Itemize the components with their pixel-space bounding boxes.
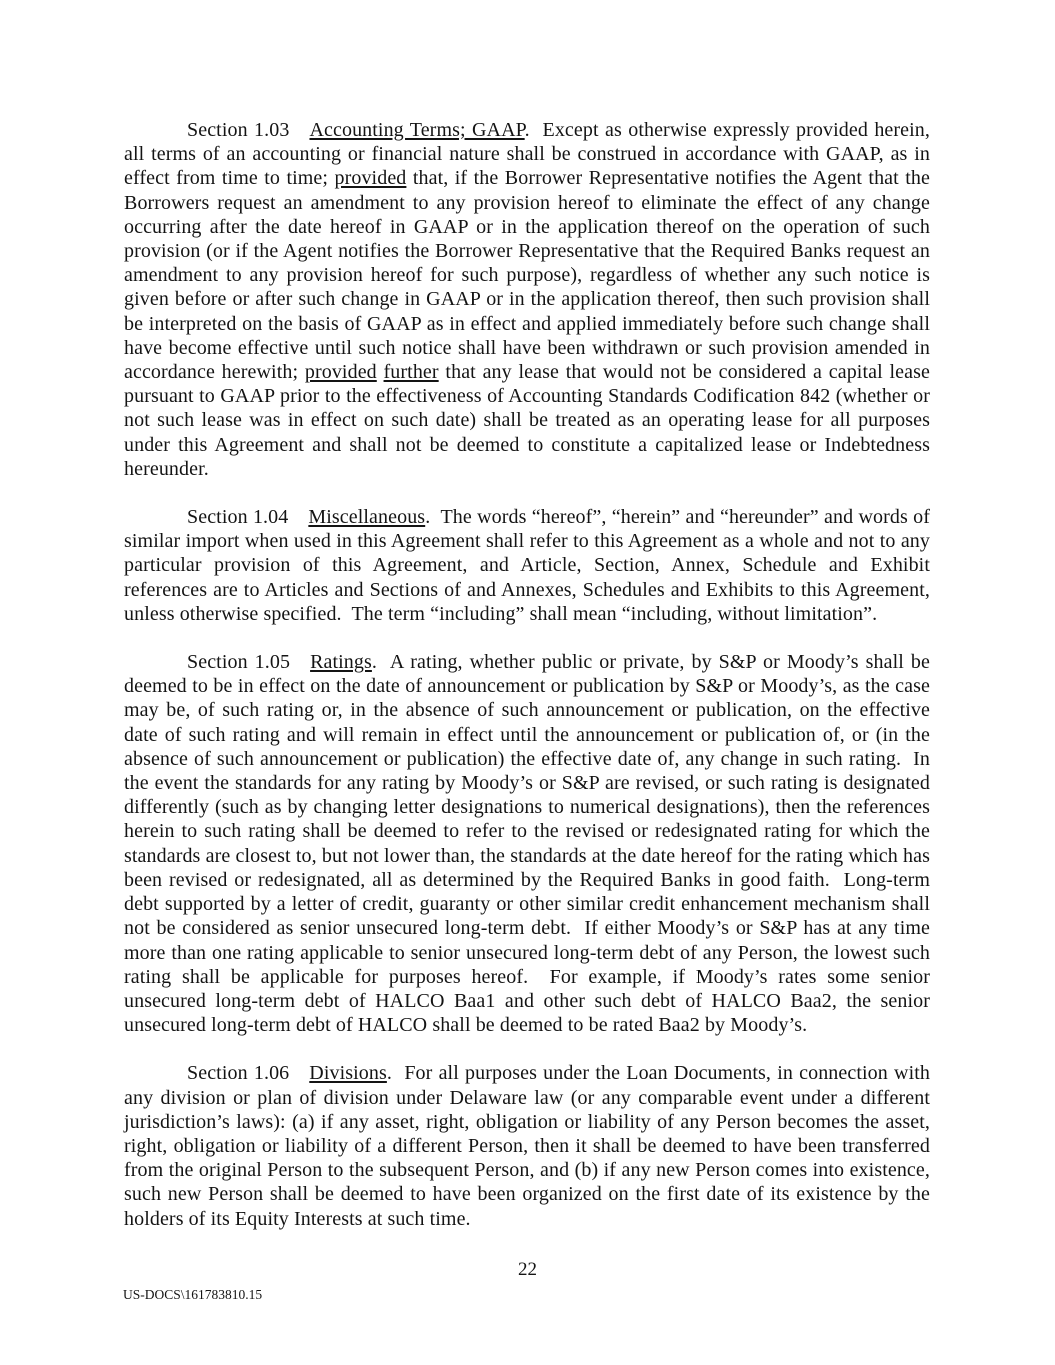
section-1-03-paragraph — [124, 118, 930, 481]
text-run: . Except as otherwise expressly provided herein, all terms of an accounting or financial nature shall be construed in accordance with GAAP, as in effect from time to time; — [124, 119, 930, 190]
section-number: Section 1.06 — [187, 1062, 290, 1085]
document-body — [124, 118, 930, 1255]
document-control-number: US-DOCS\161783810.15 — [123, 1287, 263, 1302]
section-number: Section 1.03 — [187, 119, 290, 141]
section-heading: Divisions — [309, 1062, 387, 1085]
defined-term-provided: provided — [304, 361, 377, 384]
defined-term-provided: provided — [334, 167, 407, 190]
defined-term-further: further — [383, 361, 439, 384]
section-1-04-paragraph — [124, 505, 930, 626]
page-number: 22 — [518, 1259, 537, 1280]
text-run: . The words “hereof”, “herein” and “hereunder” and words of similar import when used in this Agreement shall refer to this Agreement as a whole and not to any particular provision of this Agreement, and Article, Section, Annex, Schedule and Exhibit references are to Articles and Sections of and Annexes, Schedules and Exhibits to this Agreement, unless otherwise specified. The term “including” shall mean “including, without limitation”. — [124, 506, 930, 625]
text-run: . A rating, whether public or private, by S&P or Moody’s shall be deemed to be in effect on the date of announcement or publication by S&P or Moody’s, as the case may be, of such rating or, in the absence of such announcement or publication, on the effective date of such rating and will remain in effect until the announcement or publication of, or (in the absence of such announcement or publication) the effective date of, any change in such rating. In the event the standards for any rating by Moody’s or S&P are revised, or such rating is designated differently (such as by changing letter designations to numerical designations), then the references herein to such rating shall be deemed to refer to the revised or redesignated rating for which the standards are closest to, but not lower than, the standards at the date hereof for the rating which has been revised or redesignated, all as determined by the Required Banks in good faith. Long-term debt supported by a letter of credit, guaranty or other similar credit enhancement mechanism shall not be considered as senior unsecured long-term debt. If either Moody’s or S&P has at any time more than one rating applicable to senior unsecured long-term debt of any Person, the lowest such rating shall be applicable for purposes hereof. For example, if Moody’s rates some senior unsecured long-term debt of HALCO Baa1 and other such debt of HALCO Baa2, the senior unsecured long-term debt of HALCO shall be deemed to be rated Baa2 by Moody’s. — [124, 651, 930, 1037]
section-heading: Accounting Terms; GAAP — [309, 119, 525, 141]
text-run: that any lease that would not be considered a capital lease pursuant to GAAP prior to the effectiveness of Accounting Standards Codification 842 (whether or not such lease was in effect on such date) shall be treated as an operating lease for all purposes under this Agreement and shall not be deemed to constitute a capitalized lease or Indebtedness hereunder. — [124, 361, 930, 480]
section-1-06-paragraph — [124, 1061, 930, 1230]
text-run — [377, 361, 384, 383]
section-heading: Ratings — [310, 651, 372, 674]
text-run: . For all purposes under the Loan Documents, in connection with any division or plan of division under Delaware law (or any comparable event under a different jurisdiction’s laws): (a) if any asset, right, obligation or liability of any Person becomes the asset, right, obligation or liability of a different Person, then it shall be deemed to have been transferred from the original Person to the subsequent Person, and (b) if any new Person comes into existence, such new Person shall be deemed to have been organized on the first date of its existence by the holders of its Equity Interests at such time. — [124, 1062, 930, 1230]
section-1-05-paragraph — [124, 650, 930, 1037]
section-number: Section 1.04 — [187, 506, 289, 529]
section-number: Section 1.05 — [187, 651, 291, 674]
section-heading: Miscellaneous — [308, 506, 426, 529]
text-run: that, if the Borrower Representative notifies the Agent that the Borrowers request an amendment to any provision hereof to eliminate the effect of any change occurring after the date hereof in GAAP or in the application thereof on the operation of such provision (or if the Agent notifies the Borrower Representative that the Required Banks request an amendment to any provision hereof for such purpose), regardless of whether any such notice is given before or after such change in GAAP or in the application thereof, then such provision shall be interpreted on the basis of GAAP as in effect and applied immediately before such change shall have become effective until such notice shall have been withdrawn or such provision amended in accordance herewith; — [124, 167, 930, 384]
